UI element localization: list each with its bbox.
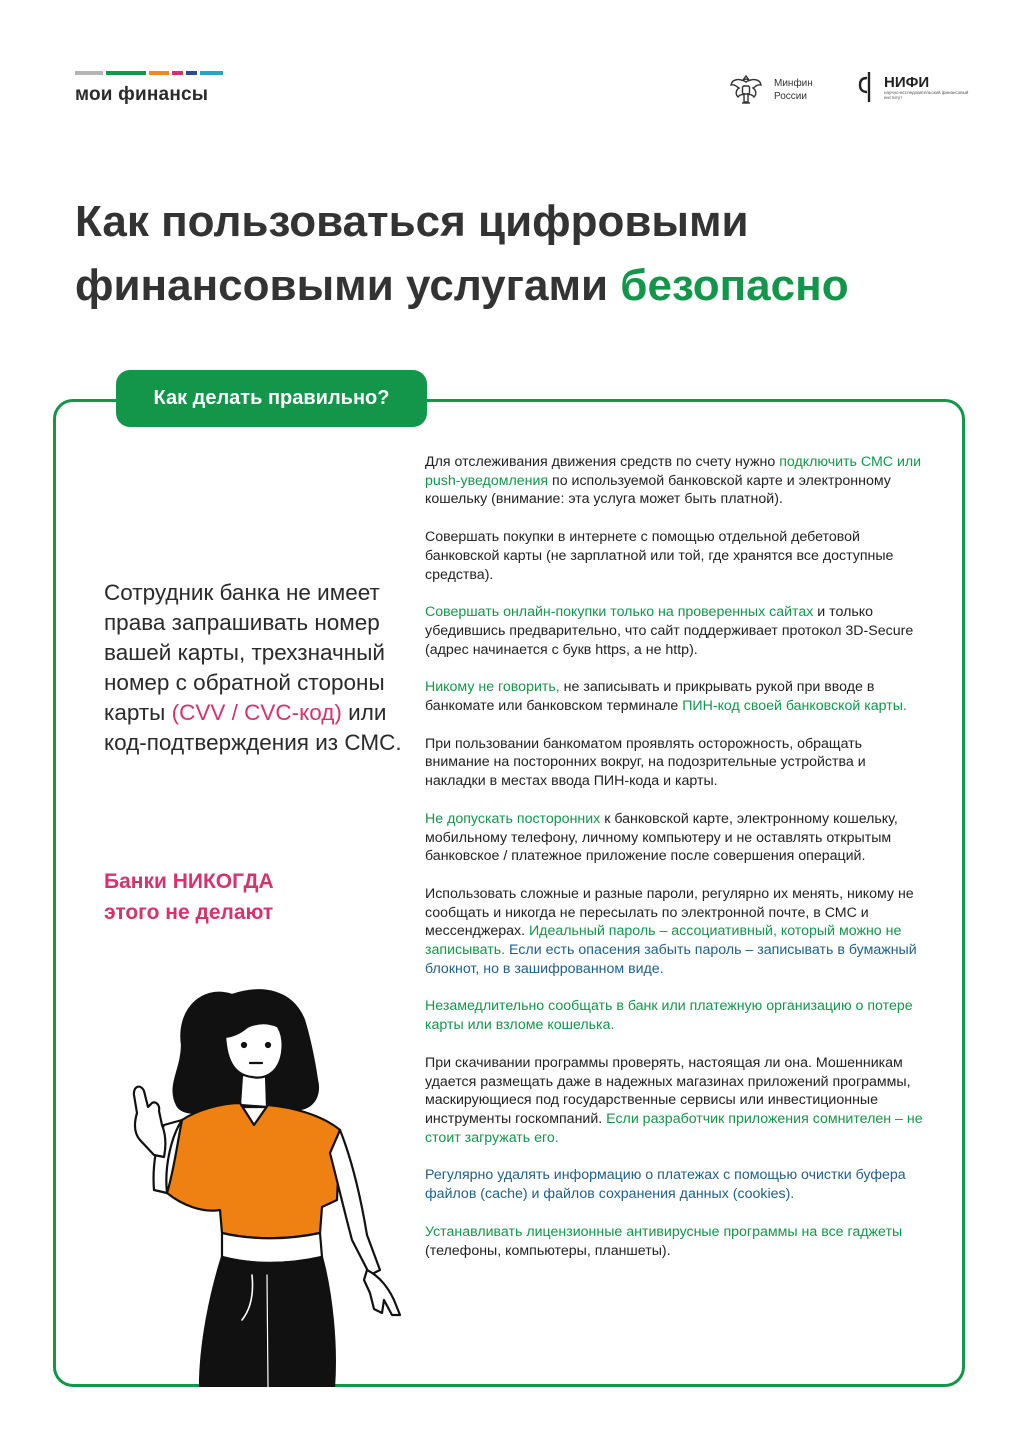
tip-text: Незамедлительно сообщать в банк или платежную организацию о потере карты или взломе кошелька.	[425, 998, 913, 1034]
banks-never-line-1: Банки НИКОГДА	[104, 870, 274, 893]
minfin-logo	[726, 70, 813, 110]
tip-item	[425, 1223, 925, 1260]
tip-text: При скачивании программы проверять, настоящая ли она. Мошенникам удается размещать даже в надежных магазинах приложений программы, маскирующиеся под государственные сервисы или инвестиционные инструменты госкомпаний.	[425, 1054, 911, 1127]
tip-text: При пользовании банкоматом проявлять осторожность, обращать внимание на посторонних вокруг, на подозрительные устройства и накладки в местах ввода ПИН-кода и карты.	[425, 735, 866, 790]
tip-text: Если есть опасения забыть пароль – записывать в бумажный блокнот, но в зашифрованном виде.	[425, 942, 917, 977]
minfin-line-1: Минфин	[774, 78, 813, 89]
brand-color-bar	[75, 71, 223, 75]
nifi-subtitle: научно-исследовательский финансовый институт	[884, 89, 969, 100]
tip-text: Использовать сложные и разные пароли, регулярно их менять, никому не сообщать и никогда не пересылать по электронной почте, в СМС и мессенджерах.	[425, 885, 914, 940]
bar-segment	[106, 71, 146, 75]
tip-item	[425, 678, 925, 715]
tip-item	[425, 603, 925, 659]
title-line-2: финансовыми услугами	[75, 261, 609, 310]
title-line-1: Как пользоваться цифровыми	[75, 197, 749, 246]
section-tab: Как делать правильно?	[116, 370, 427, 427]
tip-text: Идеальный пароль – ассоциативный, который можно не записывать.	[425, 923, 902, 959]
tip-text: Не допускать посторонних	[425, 810, 601, 827]
banks-never-callout	[104, 866, 274, 928]
tip-text: Если разработчик приложения сомнителен – не стоит загружать его.	[425, 1110, 923, 1146]
bar-segment	[186, 71, 197, 75]
tip-text: Для отслеживания движения средств по счету нужно	[425, 454, 780, 470]
nifi-logo-icon	[858, 70, 880, 104]
tip-text: подключить СМС или push-уведомления	[425, 454, 922, 489]
coat-of-arms-icon	[726, 70, 766, 110]
bar-segment	[75, 71, 103, 75]
warning-text	[104, 578, 404, 758]
warning-text-end: или код-подтверждения из СМС.	[104, 700, 402, 755]
nifi-logo	[858, 70, 974, 104]
tip-text: ПИН-код своей банковской карты.	[682, 698, 907, 715]
tip-text: по используемой банковской карте и электронному кошельку (внимание: эта услуга может быть платной).	[425, 472, 891, 508]
tip-text: Никому не говорить,	[425, 679, 560, 696]
tip-item	[425, 810, 925, 866]
title-accent: безопасно	[620, 261, 849, 310]
tip-item	[425, 528, 925, 584]
cvv-highlight: (CVV / CVC-код)	[171, 700, 342, 725]
woman-illustration	[82, 975, 412, 1387]
bar-segment	[172, 71, 183, 75]
tip-item	[425, 453, 925, 509]
nifi-name: НИФИ	[884, 73, 930, 91]
brand-name: мои финансы	[75, 84, 209, 105]
tip-text: не записывать и прикрывать рукой при вводе в банкомате или банковском терминале	[425, 679, 875, 715]
tip-text: Устанавливать лицензионные антивирусные программы на все гаджеты	[425, 1223, 903, 1240]
tip-item	[425, 735, 925, 791]
tip-text: Совершать покупки в интернете с помощью отдельной дебетовой банковской карты (не зарплатной или той, где хранятся все доступные средства).	[425, 529, 894, 583]
banks-never-line-2: этого не делают	[104, 901, 274, 924]
tip-item	[425, 997, 925, 1034]
warning-text-main: Сотрудник банка не имеет права запрашивать номер вашей карты, трехзначный номер с обратной стороны карты	[104, 580, 385, 725]
tip-text: Регулярно удалять информацию о платежах с помощью очистки буфера файлов (cache) и файлов сохранения данных (cookies).	[425, 1167, 906, 1203]
bar-segment	[200, 71, 223, 75]
minfin-line-2: России	[774, 91, 807, 102]
bar-segment	[149, 71, 169, 75]
tip-text: Совершать онлайн-покупки только на проверенных сайтах	[425, 604, 814, 621]
tip-text: (телефоны, компьютеры, планшеты).	[425, 1242, 671, 1259]
tip-item	[425, 1166, 925, 1203]
tip-text: и только убедившись предварительно, что сайт поддерживает протокол 3D-Secure (адрес начинается с букв https, а не http).	[425, 604, 914, 658]
tips-list	[425, 453, 925, 1279]
tip-item	[425, 885, 925, 979]
tip-item	[425, 1054, 925, 1148]
page-title	[75, 190, 849, 318]
tip-text: к банковской карте, электронному кошельку, мобильному телефону, личному компьютеру и не оставлять открытым банковское / платежное приложение после совершения операций.	[425, 810, 898, 865]
